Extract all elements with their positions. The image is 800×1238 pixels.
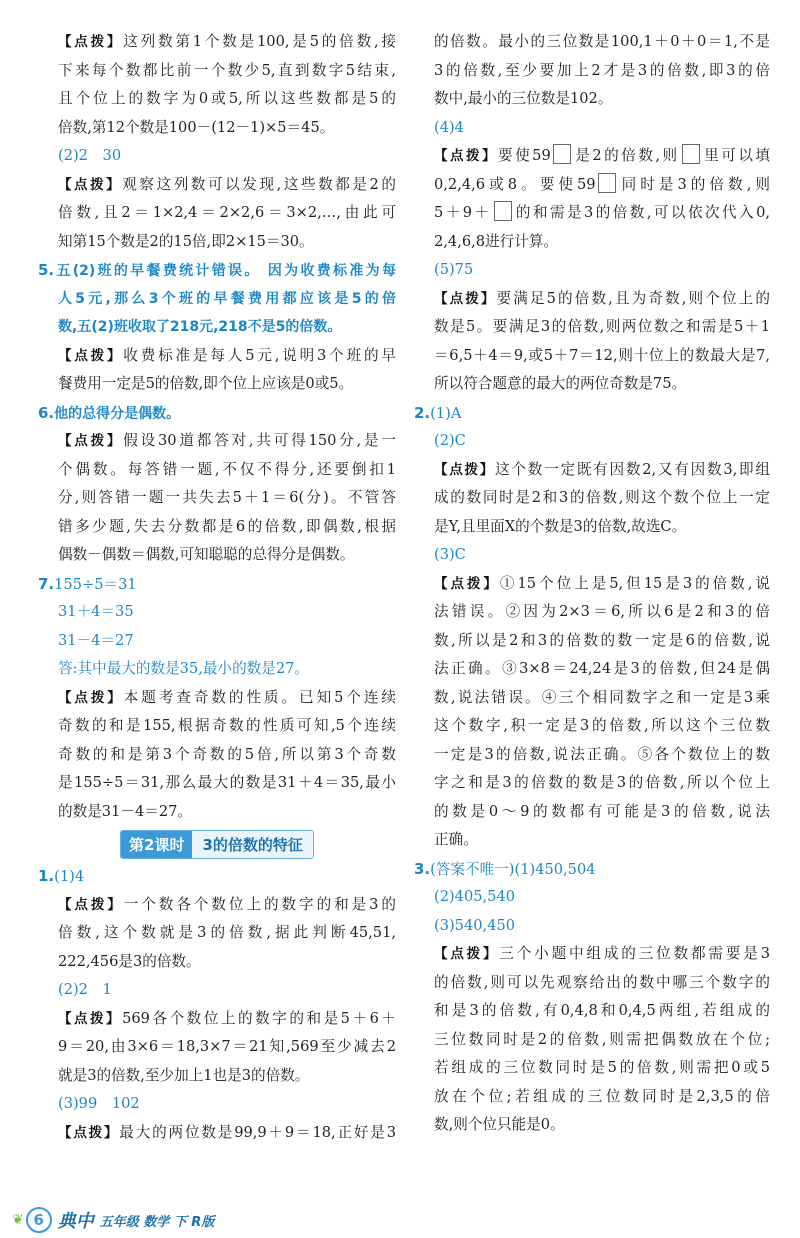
right-line (414, 627, 770, 656)
line-text: ＝6,5＋4＝9,或5＋7＝12,则十位上的数最大是7, (434, 346, 770, 364)
line-text: 这个数字,积一定是3的倍数,所以这个三位数 (434, 717, 770, 734)
left-line (38, 427, 396, 456)
left-line (38, 57, 396, 86)
left-line (38, 862, 396, 891)
line-text: 【点拨】要满足5的倍数,且为奇数,则个位上的 (434, 289, 770, 307)
line-text: 下来每个数都比前一个数少5,直到数字5结束, (58, 61, 396, 79)
left-line (38, 285, 396, 314)
line-text: 【点拨】假设30道都答对,共可得150分,是一 (58, 432, 396, 449)
left-line (38, 256, 396, 285)
left-line (38, 570, 396, 599)
line-text: 的数是31－4＝27。 (58, 802, 192, 820)
line-text: 三位数同时是2的倍数,则需把偶数放在个位; (434, 1030, 770, 1048)
line-text: 数,则个位只能是0。 (434, 1116, 565, 1133)
left-line (38, 948, 396, 977)
page-footer (12, 1205, 214, 1235)
line-text: 倍数,第12个数是100－(12－1)×5＝45。 (58, 118, 335, 136)
left-line (38, 484, 396, 513)
line-text: 倍数,且2＝1×2,4＝2×2,6＝3×2,…,由此可 (58, 204, 396, 221)
line-text: 【点拨】最大的两位数是99,9＋9＝18,正好是3 (58, 1123, 397, 1141)
right-line (414, 541, 770, 570)
line-text: 的倍数。最小的三位数是100,1＋0＋0＝1,不是 (434, 33, 770, 50)
left-line (38, 313, 396, 342)
left-line (38, 741, 396, 770)
right-line (414, 142, 770, 171)
question-number: 6. (38, 403, 55, 422)
right-line (414, 199, 770, 228)
leaf-icon: ❦ (12, 1212, 24, 1228)
line-text: 的数是0～9的数都有可能是3的倍数,说法 (434, 802, 770, 820)
left-line (38, 399, 396, 428)
right-line (414, 85, 770, 114)
right-line (414, 741, 770, 770)
right-line (414, 370, 770, 399)
line-text: 就是3的倍数,至少加上1也是3的倍数。 (58, 1066, 310, 1084)
line-text: 【点拨】这列数第1个数是100,是5的倍数,接 (58, 33, 396, 50)
brand-logo: 典中 (57, 1211, 94, 1232)
right-line (414, 1083, 770, 1112)
left-line (38, 85, 396, 114)
line-text: 31＋4＝35 (58, 603, 134, 620)
line-text: 人5元,那么3个班的早餐费用都应该是5的倍 (58, 290, 396, 307)
line-text: (4)4 (434, 118, 464, 136)
left-line (38, 976, 396, 1005)
line-text: 【点拨】三个小题中组成的三位数都需要是3 (434, 945, 770, 962)
line-text: 0,2,4,6或8。要使59 同时是3的倍数,则 (434, 176, 770, 193)
left-line (38, 1090, 396, 1119)
left-line (38, 228, 396, 257)
line-text: 个偶数。每答错一题,不仅不得分,还要倒扣1 (58, 460, 396, 478)
page-number: 6 (26, 1207, 52, 1233)
left-line (38, 114, 396, 143)
line-text: (3)99 102 (58, 1095, 140, 1112)
left-line (38, 655, 396, 684)
left-column (38, 28, 396, 1147)
left-line (38, 769, 396, 798)
line-text: (5)75 (434, 261, 474, 278)
right-line (414, 456, 770, 485)
left-line (38, 1062, 396, 1091)
right-line (414, 598, 770, 627)
right-line (414, 940, 770, 969)
question-number: 7. (38, 574, 55, 593)
line-text: 餐费用一定是5的倍数,即个位上应该是0或5。 (58, 375, 354, 392)
right-line (414, 171, 770, 200)
left-line (38, 370, 396, 399)
question-number: 2. (414, 403, 431, 422)
line-text: 的倍数,则可以先观察给出的数中哪三个数字的 (434, 973, 770, 991)
right-line (414, 313, 770, 342)
line-text: 分,则答错一题一共失去5＋1＝6(分)。不管答 (58, 489, 396, 506)
line-text: 155÷5＝31 (54, 575, 137, 593)
right-line (414, 655, 770, 684)
right-line (414, 883, 770, 912)
line-text: (3)540,450 (434, 916, 516, 934)
right-line (414, 57, 770, 86)
line-text: 【点拨】这个数一定既有因数2,又有因数3,即组 (434, 460, 770, 478)
line-text: 数,五(2)班收取了218元,218不是5的倍数。 (58, 319, 342, 335)
right-line (414, 712, 770, 741)
left-line (38, 28, 396, 57)
right-line (414, 256, 770, 285)
line-text: 9＝20,由3×6＝18,3×7＝21知,569至少减去2 (58, 1038, 396, 1055)
right-column (414, 28, 770, 1140)
line-text: 是Y,且里面X的个数是3的倍数,故选C。 (434, 517, 687, 535)
left-line (38, 712, 396, 741)
line-text: 数,说法错误。④三个相同数字之和一定是3乘 (434, 688, 770, 706)
left-line (38, 1033, 396, 1062)
line-text: (1)4 (54, 868, 85, 885)
right-line (414, 997, 770, 1026)
left-line (38, 684, 396, 713)
left-line (38, 627, 396, 656)
right-line (414, 28, 770, 57)
line-text: (答案不唯一)(1)450,504 (430, 860, 596, 878)
right-line (414, 1054, 770, 1083)
line-text: 知第15个数是2的15倍,即2×15＝30。 (58, 232, 314, 250)
right-line (414, 769, 770, 798)
line-text: 【点拨】①15个位上是5,但15是3的倍数,说 (434, 574, 770, 592)
line-text: 五(2)班的早餐费统计错误。 因为收费标准为每 (54, 263, 396, 279)
line-text: 且个位上的数字为0或5,所以这些数都是5的 (58, 90, 396, 107)
line-text: (2)405,540 (434, 888, 516, 905)
right-line (414, 912, 770, 941)
line-text: 3的倍数,至少要加上2才是3的倍数,即3的倍 (434, 61, 770, 79)
lesson-title: 3的倍数的特征 (192, 831, 312, 858)
line-text: 答:其中最大的数是35,最小的数是27。 (58, 660, 310, 677)
question-number: 5. (38, 261, 55, 279)
line-text: 法正确。③3×8＝24,24是3的倍数,但24是偶 (434, 660, 770, 677)
line-text: 奇数的和是第3个奇数的5倍,所以第3个奇数 (58, 745, 396, 763)
line-text: 放在个位;若组成的三位数同时是2,3,5的倍 (434, 1087, 770, 1105)
line-text: 【点拨】569各个数位上的数字的和是5＋6＋ (58, 1009, 396, 1027)
right-line (414, 969, 770, 998)
lesson-number: 第2课时 (121, 831, 192, 858)
right-line (414, 342, 770, 371)
right-line (414, 513, 770, 542)
line-text: 31－4＝27 (58, 631, 134, 649)
right-line (414, 826, 770, 855)
line-text: 数中,最小的三位数是102。 (434, 90, 613, 107)
line-text: (2)2 30 (58, 147, 122, 164)
right-line (414, 285, 770, 314)
lesson-heading (38, 826, 396, 862)
right-line (414, 855, 770, 884)
line-text: 【点拨】一个数各个数位上的数字的和是3的 (58, 895, 396, 913)
line-text: (2)2 1 (58, 981, 112, 998)
line-text: 奇数的和是155,根据奇数的性质可知,5个连续 (58, 717, 396, 734)
question-number: 3. (414, 859, 431, 878)
line-text: 【点拨】本题考查奇数的性质。已知5个连续 (58, 688, 396, 706)
line-text: 字之和是3的倍数的数是3的倍数,所以个位上 (434, 774, 770, 791)
line-text: 所以符合题意的最大的两位奇数是75。 (434, 375, 687, 392)
left-line (38, 342, 396, 371)
question-number: 1. (38, 867, 55, 885)
left-line (38, 891, 396, 920)
left-line (38, 1005, 396, 1034)
left-line (38, 142, 396, 171)
right-line (414, 1026, 770, 1055)
right-line (414, 114, 770, 143)
line-text: 222,456是3的倍数。 (58, 952, 201, 970)
left-line (38, 171, 396, 200)
left-line (38, 798, 396, 827)
book-title: 五年级 数学 下 R版 (99, 1214, 215, 1230)
left-line (38, 919, 396, 948)
line-text: 2,4,6,8进行计算。 (434, 232, 559, 250)
line-text: (1)A (430, 404, 462, 422)
line-text: 偶数－偶数＝偶数,可知聪聪的总得分是偶数。 (58, 546, 355, 563)
line-text: 他的总得分是偶数。 (54, 405, 181, 422)
right-line (414, 228, 770, 257)
line-text: 成的数同时是2和3的倍数,则这个数个位上一定 (434, 489, 770, 506)
right-line (414, 484, 770, 513)
line-text: 倍数,这个数就是3的倍数,据此判断45,51, (58, 924, 396, 941)
line-text: 数,所以是2和3的倍数的数一定是6的倍数,说 (434, 631, 770, 649)
line-text: 【点拨】收费标准是每人5元,说明3个班的早 (58, 346, 396, 364)
right-line (414, 798, 770, 827)
right-line (414, 684, 770, 713)
left-line (38, 598, 396, 627)
line-text: 是155÷5＝31,那么最大的数是31＋4＝35,最小 (58, 774, 396, 791)
line-text: 错多少题,失去分数都是6的倍数,即偶数,根据 (58, 517, 396, 535)
left-line (38, 1119, 396, 1148)
line-text: (2)C (434, 432, 466, 449)
left-line (38, 199, 396, 228)
line-text: 【点拨】要使59 是2的倍数,则 里可以填 (434, 147, 770, 164)
right-line (414, 1111, 770, 1140)
right-line (414, 399, 770, 428)
line-text: 法错误。②因为2×3＝6,所以6是2和3的倍 (434, 603, 770, 620)
line-text: 一定是3的倍数,说法正确。⑤各个数位上的数 (434, 745, 770, 763)
right-line (414, 427, 770, 456)
line-text: 数是5。要满足3的倍数,则两位数之和需是5＋1 (434, 318, 770, 335)
line-text: 5＋9＋ 的和需是3的倍数,可以依次代入0, (434, 204, 770, 221)
line-text: (3)C (434, 546, 466, 563)
left-line (38, 456, 396, 485)
line-text: 正确。 (434, 831, 478, 848)
line-text: 【点拨】观察这列数可以发现,这些数都是2的 (58, 175, 396, 193)
line-text: 和是3的倍数,有0,4,8和0,4,5两组,若组成的 (434, 1002, 770, 1019)
right-line (414, 570, 770, 599)
left-line (38, 513, 396, 542)
left-line (38, 541, 396, 570)
line-text: 若组成的三位数同时是5的倍数,则需把0或5 (434, 1059, 770, 1076)
